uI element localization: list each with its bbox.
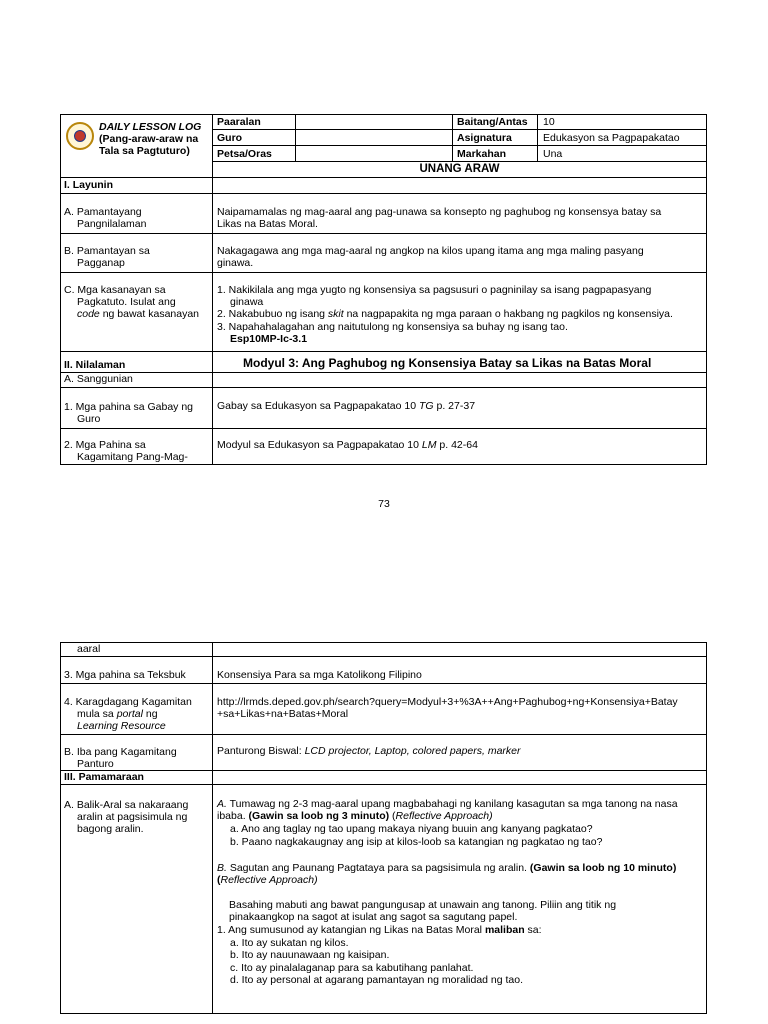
section-layunin: I. Layunin: [64, 179, 114, 191]
option-c: c. Ito ay pinalalaganap para sa kabutihang panlahat.: [230, 962, 474, 974]
part-a-question1: a. Ano ang taglay ng tao upang makaya niyang buuin ang kanyang pagkatao?: [230, 823, 593, 835]
pamantayang-label-line2: Pangnilalaman: [77, 218, 147, 230]
kagamitan-value: Modyul sa Edukasyon sa Pagpapakatao 10 LM p. 42-64: [217, 439, 478, 451]
sanggunian-label: A. Sanggunian: [64, 373, 133, 385]
gabay-label-line2: Guro: [77, 413, 101, 425]
row-divider: [60, 770, 707, 771]
competency-code: Esp10MP-Ic-3.1: [230, 333, 308, 345]
markahan-label: Markahan: [457, 148, 507, 160]
section-pamamaraan: III. Pamamaraan: [64, 771, 144, 783]
baitang-label: Baitang/Antas: [457, 116, 528, 128]
asignatura-value: Edukasyon sa Pagpapakatao: [543, 132, 680, 144]
section-nilalaman: II. Nilalaman: [64, 359, 126, 371]
instruction-line2: pinakaangkop na sagot at isulat ang sagot sa sagutang papel.: [229, 911, 518, 923]
instruction-line1: Basahing mabuti ang bawat pangungusap at unawain ang tanong. Piliin ang titik ng: [229, 899, 617, 911]
kasanayan-item1-line2: ginawa: [230, 296, 264, 308]
kasanayan-item1-line1: 1. Nakikilala ang mga yugto ng konsensiya sa pagsusuri o pagninilay sa isang pagpapasyang: [217, 284, 652, 296]
page-number: 73: [378, 498, 390, 510]
balik-aral-label-line3: bagong aralin.: [77, 823, 144, 835]
module-title: Modyul 3: Ang Paghubog ng Konsensiya Batay sa Likas na Batas Moral: [243, 356, 652, 370]
row-divider: [60, 372, 707, 373]
column-divider: [452, 114, 453, 161]
karagdagang-label-line3: Learning Resource: [77, 720, 166, 732]
iba-kagamitan-label-line1: B. Iba pang Kagamitang: [64, 746, 177, 758]
row-divider: [60, 428, 707, 429]
row-divider: [60, 193, 707, 194]
kagamitan-label-line2: Kagamitang Pang-Mag-: [77, 451, 188, 463]
markahan-value: Una: [543, 148, 563, 160]
title-subtitle-line1: (Pang-araw-araw na: [99, 133, 199, 145]
pamantayang-value-line1: Naipamamalas ng mag-aaral ang pag-unawa sa konsepto ng paghubog ng konsensya batay sa: [217, 206, 662, 218]
balik-aral-label-line2: aralin at pagsisimula ng: [77, 811, 188, 823]
option-d: d. Ito ay personal at agarang pamantayan ng moralidad ng tao.: [230, 974, 524, 986]
pagganap-value-line2: ginawa.: [217, 257, 254, 269]
pamantayang-value-line2: Likas na Batas Moral.: [217, 218, 318, 230]
teksbuk-value: Konsensiya Para sa mga Katolikong Filipino: [217, 669, 422, 681]
karagdagang-label-line2: mula sa portal ng: [77, 708, 158, 720]
row-divider: [212, 161, 707, 162]
balik-aral-label-line1: A. Balik-Aral sa nakaraang: [64, 799, 189, 811]
part-b-line2: (Reflective Approach): [217, 874, 318, 886]
option-a: a. Ito ay sukatan ng kilos.: [230, 937, 349, 949]
deped-seal-logo: [66, 122, 94, 150]
aaral-continuation: aaral: [77, 643, 101, 655]
petsa-label: Petsa/Oras: [217, 148, 272, 160]
part-a-question2: b. Paano nagkakaugnay ang isip at kilos-loob sa katangian ng pagkatao ng tao?: [230, 836, 603, 848]
pagganap-label-line1: B. Pamantayan sa: [64, 245, 150, 257]
paaralan-label: Paaralan: [217, 116, 261, 128]
gabay-value: Gabay sa Edukasyon sa Pagpapakatao 10 TG p. 27-37: [217, 400, 476, 412]
kasanayan-label-line3: code ng bawat kasanayan: [77, 308, 200, 320]
title-daily-lesson-log: DAILY LESSON LOG: [99, 121, 202, 133]
row-divider: [212, 145, 707, 146]
row-divider: [60, 387, 707, 388]
pamantayang-label-line1: A. Pamantayang: [64, 206, 142, 218]
row-divider: [60, 233, 707, 234]
row-divider: [60, 351, 707, 352]
pagganap-label-line2: Pagganap: [77, 257, 125, 269]
column-divider: [212, 642, 213, 1014]
row-divider: [212, 129, 707, 130]
option-b: b. Ito ay nauunawaan ng kaisipan.: [230, 949, 390, 961]
guro-label: Guro: [217, 132, 243, 144]
row-divider: [60, 734, 707, 735]
pagganap-value-line1: Nakagagawa ang mga mag-aaral ng angkop na kilos upang itama ang mga maling pasyang: [217, 245, 644, 257]
part-b-line1: B. Sagutan ang Paunang Pagtataya para sa pagsisimula ng aralin. (Gawin sa loob ng 10 minuto): [217, 862, 677, 874]
row-divider: [60, 683, 707, 684]
baitang-value: 10: [543, 116, 555, 128]
question-1: 1. Ang sumusunod ay katangian ng Likas na Batas Moral maliban sa:: [217, 924, 542, 936]
column-divider: [295, 114, 296, 161]
row-divider: [60, 272, 707, 273]
iba-kagamitan-label-line2: Panturo: [77, 758, 114, 770]
kasanayan-label-line2: Pagkatuto. Isulat ang: [77, 296, 176, 308]
iba-kagamitan-value: Panturong Biswal: LCD projector, Laptop, colored papers, marker: [217, 745, 521, 757]
gabay-label-line1: 1. Mga pahina sa Gabay ng: [64, 401, 194, 413]
lrmds-url-line2[interactable]: +sa+Likas+na+Batas+Moral: [217, 708, 349, 720]
title-subtitle-line2: Tala sa Pagtuturo): [99, 145, 190, 157]
day-title: UNANG ARAW: [419, 163, 500, 175]
column-divider: [537, 114, 538, 161]
kasanayan-label-line1: C. Mga kasanayan sa: [64, 284, 166, 296]
kagamitan-label-line1: 2. Mga Pahina sa: [64, 439, 146, 451]
kasanayan-item3: 3. Napahahalagahan ang naitutulong ng konsensiya sa buhay ng isang tao.: [217, 321, 568, 333]
lrmds-url-line1[interactable]: http://lrmds.deped.gov.ph/search?query=Modyul+3+%3A++Ang+Paghubog+ng+Konsensiya+Batay: [217, 696, 678, 708]
asignatura-label: Asignatura: [457, 132, 512, 144]
row-divider: [60, 784, 707, 785]
teksbuk-label: 3. Mga pahina sa Teksbuk: [64, 669, 186, 681]
karagdagang-label-line1: 4. Karagdagang Kagamitan: [64, 696, 192, 708]
row-divider: [60, 656, 707, 657]
part-a-line2: ibaba. (Gawin sa loob ng 3 minuto) (Reflective Approach): [217, 810, 493, 822]
part-a-line1: A. Tumawag ng 2-3 mag-aaral upang magbabahagi ng kanilang kasagutan sa mga tanong na nasa: [217, 798, 678, 810]
row-divider: [60, 177, 707, 178]
kasanayan-item2: 2. Nakabubuo ng isang skit na nagpapakita ng mga paraan o hakbang ng pagkilos ng konsensiya.: [217, 308, 673, 320]
